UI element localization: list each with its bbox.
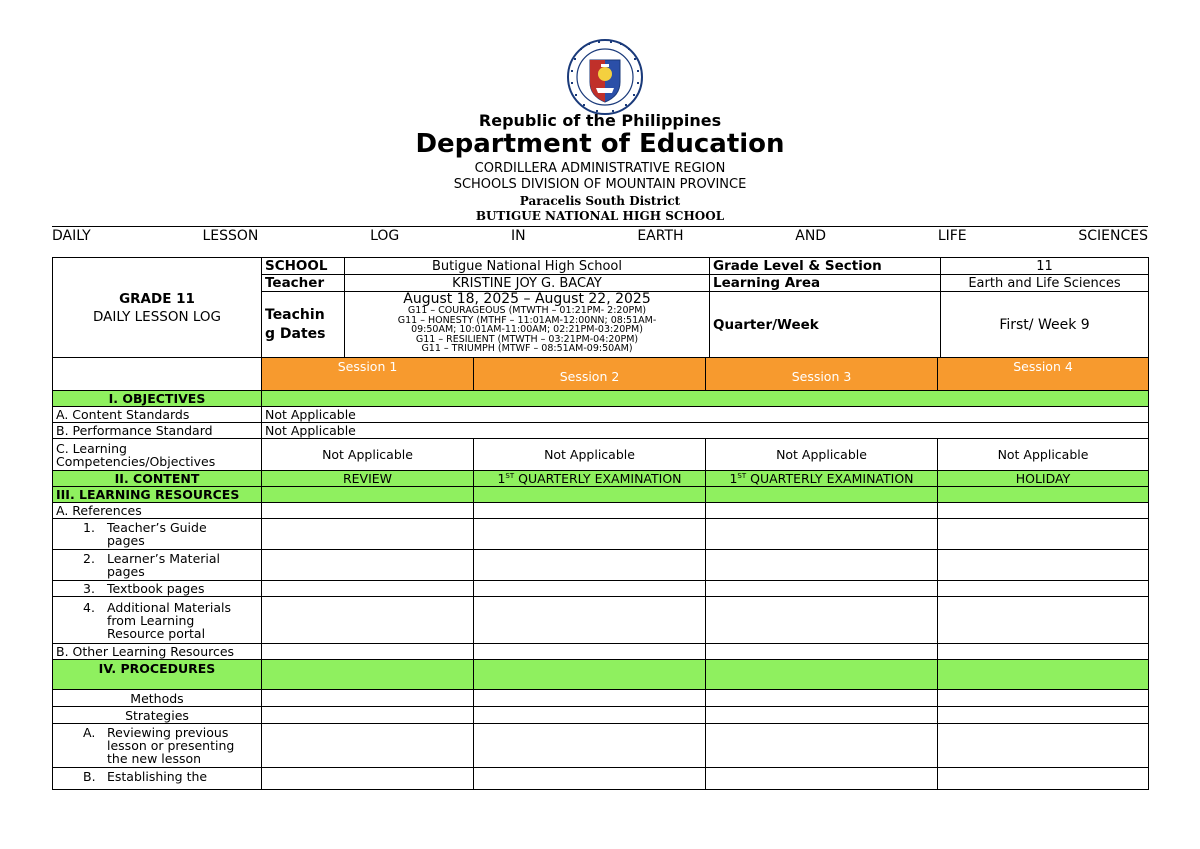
ref-number: 1. [83,520,95,535]
empty-cell [262,707,474,724]
table-row [53,690,1149,707]
empty-cell [938,503,1149,519]
empty-cell [706,597,938,644]
resources-heading: III. LEARNING RESOURCES [53,487,262,503]
ref-item-teachers-guide [53,519,262,550]
empty-cell [474,519,706,550]
exam-label: QUARTERLY EXAMINATION [518,471,682,486]
ref-text-2: pages [107,533,145,548]
performance-standard-value: Not Applicable [262,423,1149,439]
content-session-1: REVIEW [262,471,474,487]
empty-cell [474,550,706,581]
title-word: IN [510,228,526,244]
empty-cell [262,550,474,581]
empty-cell [938,644,1149,660]
empty-cell [706,768,938,790]
schedule-line: G11 – HONESTY (MTHF – 11:01AM-12:00NN; 08:51AM- [397,314,657,326]
green-cell [474,487,706,503]
ref-text-3: Resource portal [107,625,206,641]
schedule-line: G11 – COURAGEOUS (MTWTH – 01:21PM- 2:20PM) [407,305,647,316]
session-1-header: Session 1 [262,358,474,391]
deped-seal-icon [566,38,644,116]
republic-heading: Republic of the Philippines [478,111,722,130]
table-row [53,439,1149,471]
references-label: A. References [53,503,262,519]
empty-cell [474,503,706,519]
info-table [52,257,1149,358]
ordinal-number: 1 [729,471,738,486]
schedule-line: 09:50AM; 10:01AM-11:00AM; 02:21PM-03:20PM) [411,324,643,335]
document-title [52,228,1148,246]
teacher-value: KRISTINE JOY G. BACAY [345,275,710,292]
title-word: LESSON [202,228,259,244]
green-cell [706,660,938,690]
school-heading: BUTIGUE NATIONAL HIGH SCHOOL [475,209,725,223]
empty-cell [262,724,474,768]
empty-cell [262,503,474,519]
quarter-label: Quarter/Week [710,292,941,358]
empty-cell [474,768,706,790]
procedure-text-1: Reviewing previous [107,725,229,740]
objectives-row [53,391,1149,407]
table-row [53,581,1149,597]
procedure-letter: A. [83,725,96,740]
session-3-header: Session 3 [706,358,938,391]
empty-cell [474,597,706,644]
empty-cell [938,724,1149,768]
table-row [53,519,1149,550]
table-row [53,597,1149,644]
content-heading: II. CONTENT [53,471,262,487]
title-word: DAILY [52,228,91,244]
empty-cell [706,724,938,768]
procedure-a [53,724,262,768]
learning-area-label: Learning Area [710,275,941,292]
performance-standard-label: B. Performance Standard [53,423,262,439]
teaching-dates-label [262,292,345,358]
objectives-band [262,391,1149,407]
green-cell [938,487,1149,503]
empty-cell [474,690,706,707]
ref-text-1: Additional Materials [107,599,232,615]
empty-cell [474,644,706,660]
competencies-label-1: C. Learning [56,440,127,456]
ref-number: 4. [83,599,95,615]
ordinal-suffix: ST [737,471,747,480]
header-rule [52,226,1148,227]
empty-cell [706,550,938,581]
empty-cell [262,519,474,550]
empty-cell [474,707,706,724]
procedures-row [53,660,1149,690]
empty-cell [262,597,474,644]
empty-cell [938,690,1149,707]
competencies-session-3: Not Applicable [706,439,938,471]
ref-text-1: Teacher’s Guide [107,520,207,535]
competencies-session-4: Not Applicable [938,439,1149,471]
objectives-heading: I. OBJECTIVES [53,391,262,407]
district-heading: Paracelis South District [519,194,681,208]
ref-text-2: pages [107,564,145,579]
title-word: LOG [370,228,400,244]
dates-range: August 18, 2025 – August 22, 2025 [403,291,651,307]
quarter-value: First/ Week 9 [941,292,1149,358]
strategies-label: Strategies [53,707,262,724]
competencies-label-2: Competencies/Objectives [56,453,216,469]
region-heading: CORDILLERA ADMINISTRATIVE REGION [474,161,726,176]
procedure-letter: B. [83,769,96,784]
procedure-b [53,768,262,790]
competencies-session-1: Not Applicable [262,439,474,471]
empty-cell [938,550,1149,581]
session-header-row [53,358,1149,391]
ordinal-suffix: ST [505,471,515,480]
empty-cell [938,581,1149,597]
blank-cell [53,358,262,391]
procedure-text-2: lesson or presenting [107,738,235,753]
title-word: SCIENCES [1078,228,1148,244]
procedure-text-1: Establishing the [107,769,208,784]
grade-label: GRADE 11 [119,290,195,307]
ref-text-1: Textbook pages [107,581,205,596]
schedule-line: G11 – TRIUMPH (MTWF – 08:51AM-09:50AM) [421,343,633,354]
division-heading: SCHOOLS DIVISION OF MOUNTAIN PROVINCE [453,177,747,192]
empty-cell [706,503,938,519]
ordinal-number: 1 [497,471,506,486]
competencies-label [53,439,262,471]
empty-cell [706,581,938,597]
session-4-header: Session 4 [938,358,1149,391]
session-2-header: Session 2 [474,358,706,391]
table-row [53,768,1149,790]
dll-label: DAILY LESSON LOG [93,308,221,325]
title-word: LIFE [937,228,967,244]
green-cell [706,487,938,503]
empty-cell [706,707,938,724]
other-resources-label: B. Other Learning Resources [53,644,262,660]
content-standards-label: A. Content Standards [53,407,262,423]
school-value: Butigue National High School [345,258,710,275]
empty-cell [706,644,938,660]
ref-item-learners-material [53,550,262,581]
grade-level-label: Grade Level & Section [710,258,941,275]
learning-area-value: Earth and Life Sciences [941,275,1149,292]
empty-cell [262,644,474,660]
empty-cell [474,724,706,768]
content-session-3 [706,471,938,487]
ref-text-2: from Learning [107,612,195,628]
content-standards-value: Not Applicable [262,407,1149,423]
grade-cell [53,258,262,358]
exam-label: QUARTERLY EXAMINATION [750,471,914,486]
empty-cell [938,768,1149,790]
table-row [53,644,1149,660]
table-row [53,550,1149,581]
empty-cell [262,690,474,707]
table-row [53,724,1149,768]
content-row [53,471,1149,487]
teaching-dates-value [345,292,710,358]
empty-cell [938,519,1149,550]
title-word: EARTH [637,228,684,244]
lesson-log-table [52,357,1149,790]
empty-cell [938,597,1149,644]
table-row [53,503,1149,519]
empty-cell [706,519,938,550]
green-cell [474,660,706,690]
table-row [53,707,1149,724]
teacher-label: Teacher [262,275,345,292]
empty-cell [706,690,938,707]
department-heading: Department of Education [415,129,785,159]
procedures-heading: IV. PROCEDURES [53,660,262,690]
methods-label: Methods [53,690,262,707]
procedure-text-3: the new lesson [107,751,202,766]
title-word: AND [795,228,827,244]
ref-item-additional-materials [53,597,262,644]
content-session-2 [474,471,706,487]
ref-number: 2. [83,551,95,566]
empty-cell [474,581,706,597]
empty-cell [262,768,474,790]
teaching-dates-label-1: Teachin [265,306,325,323]
empty-cell [938,707,1149,724]
ref-text-1: Learner’s Material [107,551,221,566]
ref-item-textbook [53,581,262,597]
green-cell [262,487,474,503]
green-cell [262,660,474,690]
green-cell [938,660,1149,690]
empty-cell [262,581,474,597]
resources-row [53,487,1149,503]
schedule-line: G11 – RESILIENT (MTWTH – 03:21PM-04:20PM) [415,333,639,345]
competencies-session-2: Not Applicable [474,439,706,471]
school-label: SCHOOL [262,258,345,275]
table-row [53,423,1149,439]
ref-number: 3. [83,581,95,596]
grade-level-value: 11 [941,258,1149,275]
teaching-dates-label-2: g Dates [265,325,326,342]
content-session-4: HOLIDAY [938,471,1149,487]
table-row [53,407,1149,423]
